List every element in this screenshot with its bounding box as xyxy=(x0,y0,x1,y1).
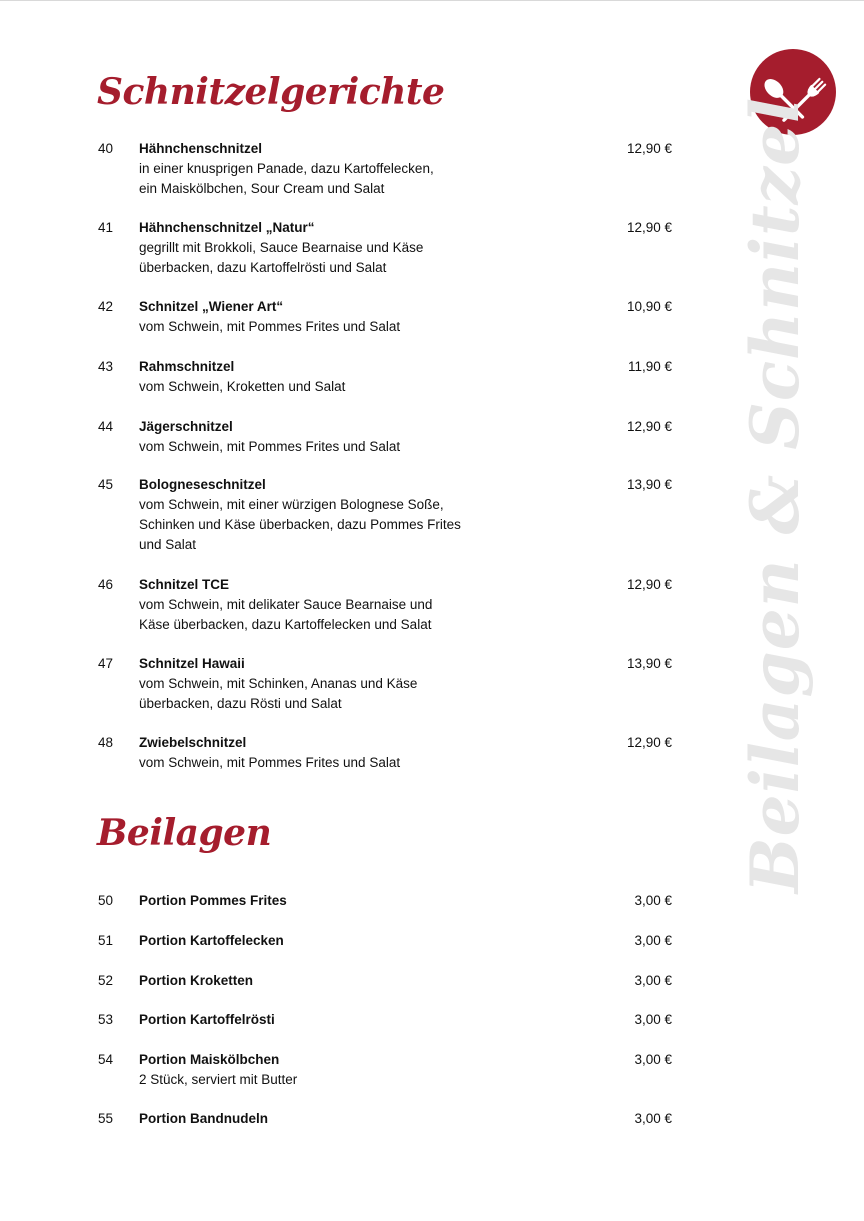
menu-item-name: Jägerschnitzel xyxy=(139,419,233,434)
menu-item-name: Schnitzel TCE xyxy=(139,577,230,592)
menu-item-body xyxy=(139,1109,519,1129)
menu-item-description: vom Schwein, mit Pommes Frites und Salat xyxy=(139,439,401,454)
menu-item-description: gegrillt mit Brokkoli, Sauce Bearnaise und Käse xyxy=(139,240,424,255)
menu-item-name: Rahmschnitzel xyxy=(139,359,235,374)
menu-item-name: Hähnchenschnitzel „Natur“ xyxy=(139,220,315,235)
menu-item-body xyxy=(139,1050,519,1090)
menu-item-name: Schnitzel „Wiener Art“ xyxy=(139,299,284,314)
menu-item-description: 2 Stück, serviert mit Butter xyxy=(139,1072,298,1087)
menu-item-price: 12,90 € xyxy=(626,577,672,592)
menu-item-name: Zwiebelschnitzel xyxy=(139,735,247,750)
menu-item-price: 3,00 € xyxy=(634,973,672,988)
menu-item-name: Portion Kroketten xyxy=(139,973,254,988)
menu-item-name: Portion Kartoffelecken xyxy=(139,933,284,948)
menu-item-body xyxy=(139,357,519,397)
menu-item-price: 11,90 € xyxy=(627,359,672,374)
menu-item-description: und Salat xyxy=(139,537,197,552)
menu-item-body xyxy=(139,971,519,991)
menu-item-description: vom Schwein, mit Pommes Frites und Salat xyxy=(139,755,401,770)
menu-item-body xyxy=(139,575,519,635)
menu-item-description: Schinken und Käse überbacken, dazu Pommes Frites xyxy=(139,517,461,532)
section-title-schnitzelgerichte: Schnitzelgerichte xyxy=(97,71,445,113)
menu-item-description: vom Schwein, Kroketten und Salat xyxy=(139,379,346,394)
menu-item-number: 47 xyxy=(98,656,114,671)
menu-item-body xyxy=(139,891,519,911)
menu-item-number: 45 xyxy=(98,477,114,492)
menu-item-description: ein Maiskölbchen, Sour Cream und Salat xyxy=(139,181,385,196)
menu-item-description: vom Schwein, mit delikater Sauce Bearnaise und xyxy=(139,597,433,612)
menu-item-number: 40 xyxy=(98,141,114,156)
menu-item-number: 48 xyxy=(98,735,114,750)
menu-item-price: 3,00 € xyxy=(634,893,672,908)
menu-item-body xyxy=(139,931,519,951)
menu-item-price: 12,90 € xyxy=(626,419,672,434)
top-border xyxy=(0,0,864,1)
menu-item-description: in einer knusprigen Panade, dazu Kartoffelecken, xyxy=(139,161,434,176)
menu-item-number: 53 xyxy=(98,1012,114,1027)
menu-item-body xyxy=(139,475,519,555)
menu-item-price: 3,00 € xyxy=(634,1012,672,1027)
menu-item-price: 3,00 € xyxy=(634,933,672,948)
menu-item-price: 3,00 € xyxy=(634,1111,672,1126)
menu-item-name: Portion Maiskölbchen xyxy=(139,1052,280,1067)
menu-item-name: Portion Kartoffelrösti xyxy=(139,1012,275,1027)
menu-item-number: 52 xyxy=(98,973,114,988)
menu-item-number: 41 xyxy=(98,220,114,235)
menu-item-price: 12,90 € xyxy=(626,141,672,156)
menu-item-number: 43 xyxy=(98,359,114,374)
menu-item-name: Hähnchenschnitzel xyxy=(139,141,263,156)
menu-item-number: 44 xyxy=(98,419,114,434)
menu-item-body xyxy=(139,417,519,457)
menu-item-description: überbacken, dazu Rösti und Salat xyxy=(139,696,342,711)
menu-item-body xyxy=(139,218,519,278)
menu-item-description: Käse überbacken, dazu Kartoffelecken und Salat xyxy=(139,617,432,632)
menu-item-number: 46 xyxy=(98,577,114,592)
menu-item-description: überbacken, dazu Kartoffelrösti und Salat xyxy=(139,260,387,275)
menu-item-body xyxy=(139,139,519,199)
menu-item-name: Portion Bandnudeln xyxy=(139,1111,268,1126)
menu-item-price: 13,90 € xyxy=(626,656,672,671)
menu-item-body xyxy=(139,297,519,337)
menu-item-description: vom Schwein, mit Schinken, Ananas und Käse xyxy=(139,676,418,691)
menu-item-body xyxy=(139,733,519,773)
menu-item-name: Bologneseschnitzel xyxy=(139,477,266,492)
menu-item-number: 51 xyxy=(98,933,114,948)
menu-item-number: 42 xyxy=(98,299,114,314)
menu-item-number: 54 xyxy=(98,1052,114,1067)
section-title-beilagen: Beilagen xyxy=(97,812,272,854)
menu-item-price: 3,00 € xyxy=(634,1052,672,1067)
menu-item-description: vom Schwein, mit Pommes Frites und Salat xyxy=(139,319,401,334)
menu-item-number: 55 xyxy=(98,1111,114,1126)
menu-item-price: 13,90 € xyxy=(626,477,672,492)
menu-item-price: 12,90 € xyxy=(626,735,672,750)
menu-item-number: 50 xyxy=(98,893,114,908)
menu-item-name: Schnitzel Hawaii xyxy=(139,656,245,671)
menu-item-price: 12,90 € xyxy=(626,220,672,235)
menu-item-body xyxy=(139,1010,519,1030)
menu-item-price: 10,90 € xyxy=(626,299,672,314)
menu-item-description: vom Schwein, mit einer würzigen Bolognese Soße, xyxy=(139,497,444,512)
menu-item-body xyxy=(139,654,519,714)
menu-item-name: Portion Pommes Frites xyxy=(139,893,287,908)
